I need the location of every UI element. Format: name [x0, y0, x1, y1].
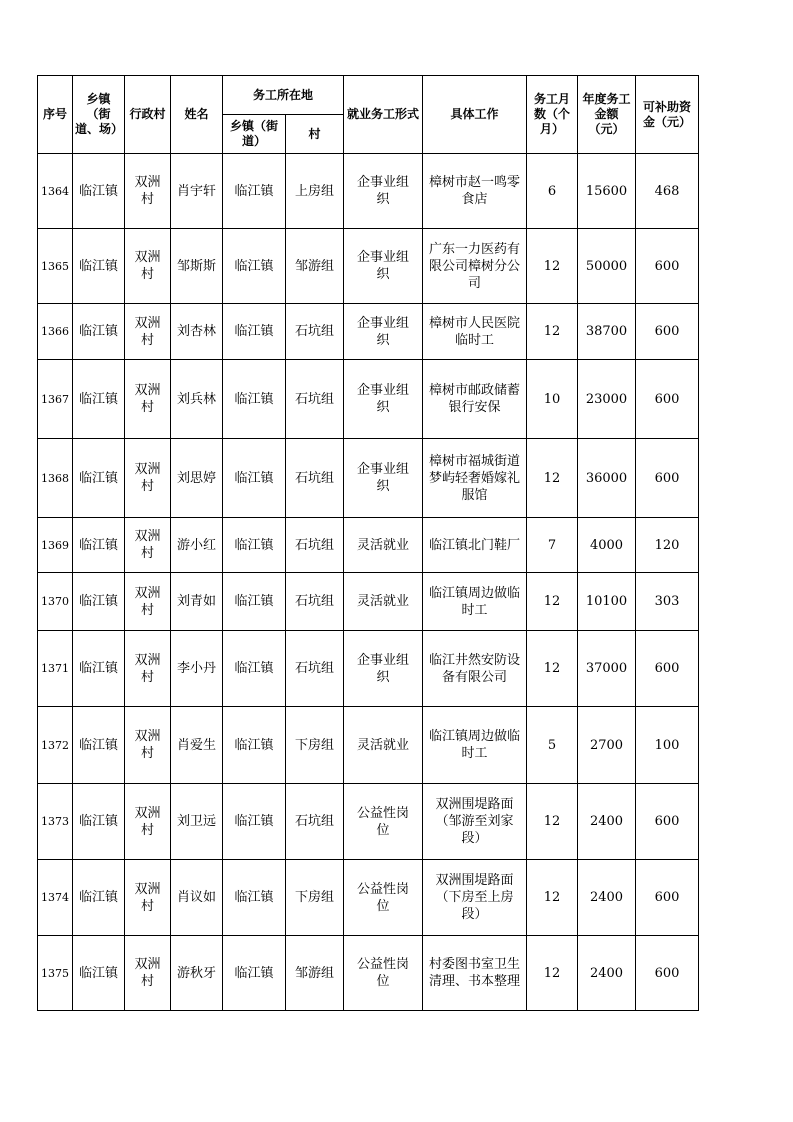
header-name: 姓名	[171, 76, 223, 154]
cell-work-township: 临江镇	[223, 304, 286, 360]
table-row	[38, 573, 699, 631]
header-annual-income: 年度务工金额（元）	[578, 76, 636, 154]
cell-job: 樟树市人民医院临时工	[423, 304, 527, 360]
cell-work-village: 石坑组	[286, 518, 344, 573]
cell-township: 临江镇	[73, 573, 125, 631]
header-months: 务工月数（个月）	[527, 76, 578, 154]
header-seq: 序号	[38, 76, 73, 154]
cell-township: 临江镇	[73, 707, 125, 784]
cell-admin-village: 双洲村	[125, 707, 171, 784]
cell-job: 村委图书室卫生清理、书本整理	[423, 936, 527, 1011]
cell-name: 邹斯斯	[171, 229, 223, 304]
cell-name: 李小丹	[171, 631, 223, 707]
header-form: 就业务工形式	[344, 76, 423, 154]
cell-job: 樟树市邮政储蓄银行安保	[423, 360, 527, 439]
cell-township: 临江镇	[73, 304, 125, 360]
cell-work-village: 邹游组	[286, 936, 344, 1011]
cell-name: 刘卫远	[171, 784, 223, 860]
cell-months: 12	[527, 229, 578, 304]
cell-job: 临江镇周边做临时工	[423, 573, 527, 631]
cell-work-township: 临江镇	[223, 707, 286, 784]
cell-work-village: 下房组	[286, 707, 344, 784]
table-row	[38, 518, 699, 573]
table-row	[38, 439, 699, 518]
cell-seq: 1364	[38, 154, 73, 229]
cell-subsidy: 600	[636, 631, 699, 707]
cell-seq: 1373	[38, 784, 73, 860]
cell-job: 临江井然安防设备有限公司	[423, 631, 527, 707]
cell-admin-village: 双洲村	[125, 439, 171, 518]
cell-admin-village: 双洲村	[125, 784, 171, 860]
table-row	[38, 860, 699, 936]
cell-form: 企事业组织	[344, 360, 423, 439]
cell-work-township: 临江镇	[223, 573, 286, 631]
cell-months: 10	[527, 360, 578, 439]
cell-township: 临江镇	[73, 154, 125, 229]
cell-income: 38700	[578, 304, 636, 360]
cell-income: 36000	[578, 439, 636, 518]
header-subsidy: 可补助资金（元）	[636, 76, 699, 154]
cell-seq: 1371	[38, 631, 73, 707]
cell-income: 2400	[578, 936, 636, 1011]
cell-months: 12	[527, 631, 578, 707]
header-work-location: 务工所在地	[223, 76, 344, 115]
cell-subsidy: 600	[636, 439, 699, 518]
table-row	[38, 229, 699, 304]
cell-township: 临江镇	[73, 229, 125, 304]
cell-seq: 1369	[38, 518, 73, 573]
cell-months: 12	[527, 784, 578, 860]
table-row	[38, 631, 699, 707]
cell-job: 临江镇周边做临时工	[423, 707, 527, 784]
cell-form: 企事业组织	[344, 631, 423, 707]
table-row	[38, 707, 699, 784]
cell-form: 企事业组织	[344, 304, 423, 360]
cell-income: 2700	[578, 707, 636, 784]
table-row	[38, 936, 699, 1011]
cell-job: 樟树市赵一鸣零食店	[423, 154, 527, 229]
cell-form: 灵活就业	[344, 573, 423, 631]
cell-name: 刘兵林	[171, 360, 223, 439]
cell-income: 23000	[578, 360, 636, 439]
table-row	[38, 360, 699, 439]
table-body	[38, 154, 699, 1011]
cell-seq: 1375	[38, 936, 73, 1011]
cell-name: 肖议如	[171, 860, 223, 936]
cell-work-township: 临江镇	[223, 154, 286, 229]
cell-job: 樟树市福城街道梦屿轻奢婚嫁礼服馆	[423, 439, 527, 518]
cell-job: 广东一力医药有限公司樟树分公司	[423, 229, 527, 304]
cell-work-village: 邹游组	[286, 229, 344, 304]
cell-name: 刘青如	[171, 573, 223, 631]
cell-work-village: 上房组	[286, 154, 344, 229]
cell-job: 双洲围堤路面（邹游至刘家段）	[423, 784, 527, 860]
cell-work-village: 石坑组	[286, 439, 344, 518]
cell-months: 12	[527, 573, 578, 631]
cell-township: 临江镇	[73, 936, 125, 1011]
employment-subsidy-table	[37, 75, 699, 1011]
cell-seq: 1368	[38, 439, 73, 518]
cell-work-township: 临江镇	[223, 439, 286, 518]
cell-admin-village: 双洲村	[125, 304, 171, 360]
cell-income: 2400	[578, 860, 636, 936]
cell-name: 肖宇轩	[171, 154, 223, 229]
cell-subsidy: 600	[636, 936, 699, 1011]
header-work-township: 乡镇（街道）	[223, 115, 286, 154]
cell-work-township: 临江镇	[223, 360, 286, 439]
cell-admin-village: 双洲村	[125, 518, 171, 573]
cell-income: 2400	[578, 784, 636, 860]
header-admin-village: 行政村	[125, 76, 171, 154]
cell-subsidy: 600	[636, 784, 699, 860]
cell-work-village: 石坑组	[286, 784, 344, 860]
cell-subsidy: 600	[636, 860, 699, 936]
cell-income: 15600	[578, 154, 636, 229]
cell-name: 刘杏林	[171, 304, 223, 360]
cell-subsidy: 100	[636, 707, 699, 784]
cell-seq: 1366	[38, 304, 73, 360]
cell-months: 12	[527, 304, 578, 360]
cell-township: 临江镇	[73, 360, 125, 439]
cell-form: 公益性岗位	[344, 784, 423, 860]
cell-months: 12	[527, 860, 578, 936]
cell-admin-village: 双洲村	[125, 154, 171, 229]
cell-work-township: 临江镇	[223, 936, 286, 1011]
cell-township: 临江镇	[73, 784, 125, 860]
table-row	[38, 784, 699, 860]
cell-work-township: 临江镇	[223, 784, 286, 860]
cell-job: 双洲围堤路面（下房至上房段）	[423, 860, 527, 936]
cell-seq: 1374	[38, 860, 73, 936]
cell-seq: 1370	[38, 573, 73, 631]
cell-work-village: 石坑组	[286, 631, 344, 707]
cell-income: 37000	[578, 631, 636, 707]
cell-form: 灵活就业	[344, 518, 423, 573]
cell-name: 游秋牙	[171, 936, 223, 1011]
table-row	[38, 304, 699, 360]
cell-seq: 1372	[38, 707, 73, 784]
cell-form: 灵活就业	[344, 707, 423, 784]
cell-work-village: 下房组	[286, 860, 344, 936]
cell-admin-village: 双洲村	[125, 229, 171, 304]
cell-months: 5	[527, 707, 578, 784]
cell-township: 临江镇	[73, 439, 125, 518]
cell-form: 企事业组织	[344, 439, 423, 518]
cell-admin-village: 双洲村	[125, 936, 171, 1011]
cell-work-township: 临江镇	[223, 518, 286, 573]
cell-subsidy: 600	[636, 229, 699, 304]
cell-township: 临江镇	[73, 518, 125, 573]
cell-subsidy: 600	[636, 304, 699, 360]
cell-months: 6	[527, 154, 578, 229]
cell-work-township: 临江镇	[223, 229, 286, 304]
cell-months: 12	[527, 936, 578, 1011]
cell-subsidy: 303	[636, 573, 699, 631]
cell-work-township: 临江镇	[223, 860, 286, 936]
cell-form: 公益性岗位	[344, 936, 423, 1011]
cell-admin-village: 双洲村	[125, 360, 171, 439]
header-job: 具体工作	[423, 76, 527, 154]
cell-job: 临江镇北门鞋厂	[423, 518, 527, 573]
cell-admin-village: 双洲村	[125, 860, 171, 936]
cell-subsidy: 120	[636, 518, 699, 573]
header-work-village: 村	[286, 115, 344, 154]
cell-subsidy: 600	[636, 360, 699, 439]
cell-income: 10100	[578, 573, 636, 631]
cell-name: 刘思婷	[171, 439, 223, 518]
cell-seq: 1367	[38, 360, 73, 439]
cell-months: 7	[527, 518, 578, 573]
cell-admin-village: 双洲村	[125, 631, 171, 707]
cell-months: 12	[527, 439, 578, 518]
cell-name: 游小红	[171, 518, 223, 573]
cell-form: 企事业组织	[344, 154, 423, 229]
cell-township: 临江镇	[73, 631, 125, 707]
cell-income: 50000	[578, 229, 636, 304]
table-row	[38, 154, 699, 229]
cell-seq: 1365	[38, 229, 73, 304]
cell-township: 临江镇	[73, 860, 125, 936]
cell-work-village: 石坑组	[286, 573, 344, 631]
cell-name: 肖爱生	[171, 707, 223, 784]
cell-income: 4000	[578, 518, 636, 573]
cell-admin-village: 双洲村	[125, 573, 171, 631]
cell-work-village: 石坑组	[286, 304, 344, 360]
header-township: 乡镇（街道、场）	[73, 76, 125, 154]
cell-form: 公益性岗位	[344, 860, 423, 936]
cell-subsidy: 468	[636, 154, 699, 229]
cell-form: 企事业组织	[344, 229, 423, 304]
cell-work-township: 临江镇	[223, 631, 286, 707]
cell-work-village: 石坑组	[286, 360, 344, 439]
